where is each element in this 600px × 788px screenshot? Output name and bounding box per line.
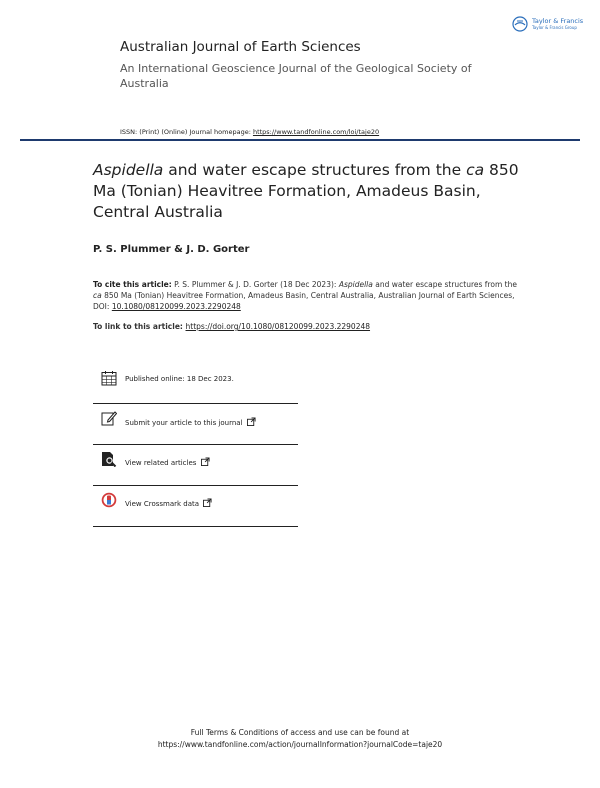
article-title-rest: 850 Ma (Tonian) Heavitree Formation, Amadeus Basin, Central Australia (93, 161, 522, 221)
calendar-icon (101, 370, 117, 386)
submit-article-link[interactable] (125, 417, 256, 427)
related-articles-row[interactable] (93, 445, 298, 486)
article-link-line (93, 322, 523, 331)
journal-title: Australian Journal of Earth Sciences (120, 39, 361, 55)
publisher-tagline: Taylor & Francis Group (532, 25, 577, 30)
related-articles-label: View related articles (125, 459, 197, 467)
related-articles-link[interactable] (125, 457, 210, 467)
external-link-icon (201, 457, 210, 466)
citation-text-2: and water escape structures from the (372, 280, 517, 289)
journal-subtitle: An International Geoscience Journal of the Geological Society of Australia (120, 62, 472, 90)
footer-url[interactable]: https://www.tandfonline.com/action/journalInformation?journalCode=taje20 (157, 740, 443, 749)
external-link-icon (247, 417, 256, 426)
citation-genus: Aspidella (338, 280, 373, 289)
citation-text-3: 850 Ma (Tonian) Heavitree Formation, Amadeus Basin, Central Australia, Australian Journal of Earth Sciences, DOI: (93, 291, 515, 311)
published-online-label: Published online: 18 Dec 2023. (125, 375, 234, 383)
citation-block (93, 279, 523, 312)
header-divider (20, 139, 580, 141)
crossmark-row[interactable] (93, 486, 298, 527)
citation-label: To cite this article: (93, 280, 172, 289)
citation-doi-link[interactable]: 10.1080/08120099.2023.2290248 (111, 302, 241, 311)
publisher-logo-icon (512, 16, 528, 32)
article-title-text: and water escape structures from the (163, 161, 467, 179)
edit-icon (101, 410, 117, 426)
published-online-row (93, 363, 298, 404)
external-link-icon (203, 498, 212, 507)
submit-article-row[interactable] (93, 404, 298, 445)
issn-label: ISSN: (Print) (Online) Journal homepage: (120, 128, 253, 136)
article-title-genus: Aspidella (93, 161, 164, 179)
issn-line (120, 128, 379, 136)
related-articles-icon (101, 451, 117, 467)
crossmark-label: View Crossmark data (125, 500, 200, 508)
article-doi-link[interactable]: https://doi.org/10.1080/08120099.2023.2290248 (185, 322, 371, 331)
publisher-logo[interactable] (512, 16, 584, 36)
citation-ca: ca (93, 291, 102, 300)
submit-article-label: Submit your article to this journal (125, 419, 243, 427)
citation-text: P. S. Plummer & J. D. Gorter (18 Dec 2023): (171, 280, 339, 289)
journal-homepage-link[interactable]: https://www.tandfonline.com/loi/taje20 (252, 128, 380, 136)
link-label: To link to this article: (93, 322, 186, 331)
crossmark-icon (101, 492, 117, 508)
article-title (93, 160, 523, 223)
footer-terms: Full Terms & Conditions of access and use can be found at (190, 728, 410, 737)
publisher-name: Taylor & Francis (532, 17, 584, 25)
article-title-ca: ca (466, 161, 485, 179)
crossmark-link[interactable] (125, 498, 212, 508)
article-authors: P. S. Plummer & J. D. Gorter (93, 244, 250, 255)
